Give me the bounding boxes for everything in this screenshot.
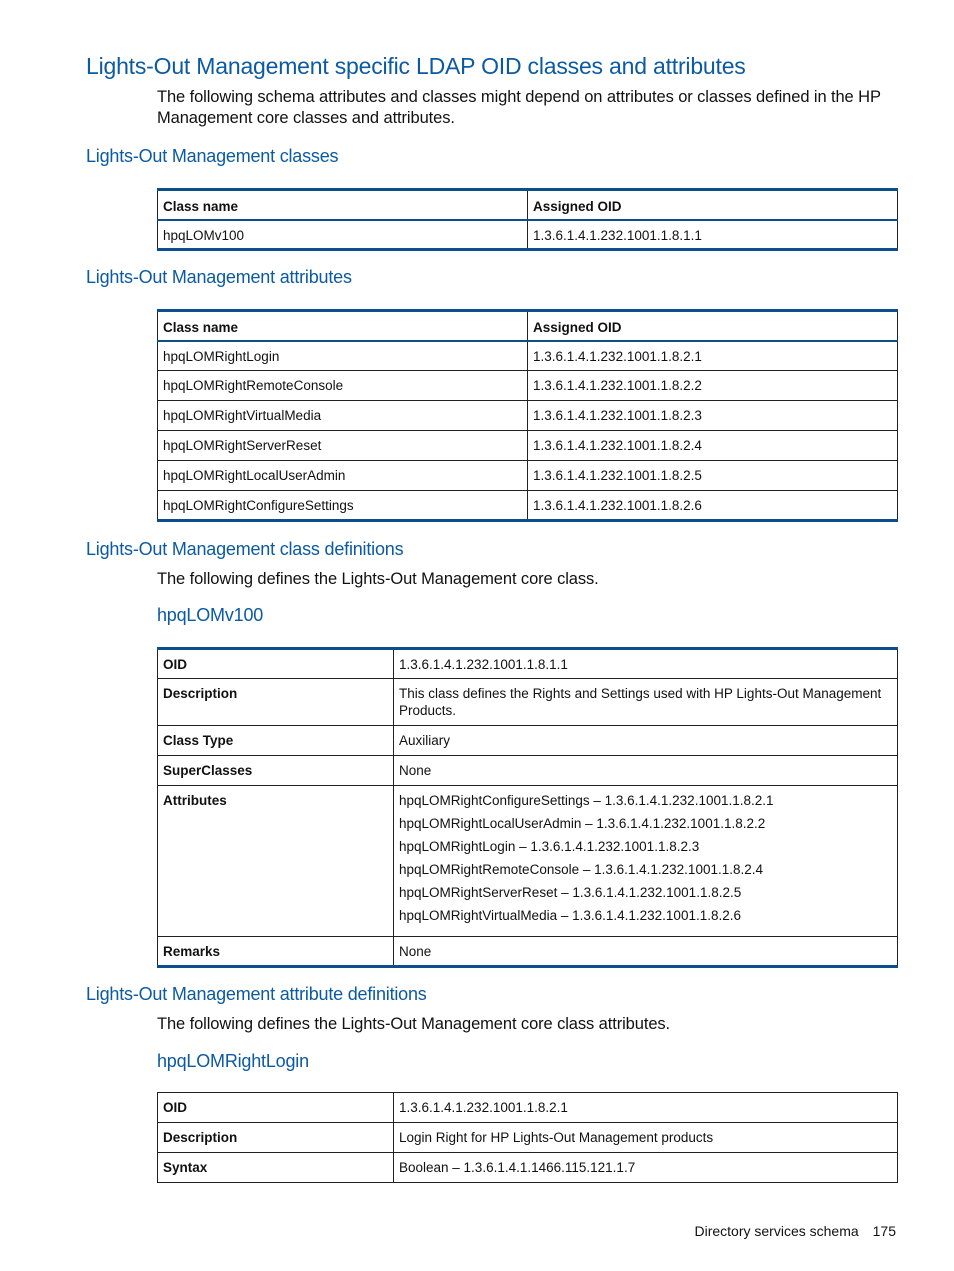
attribute-line: hpqLOMRightRemoteConsole – 1.3.6.1.4.1.232.1001.1.8.2.4 xyxy=(399,862,763,877)
page-number: 175 xyxy=(872,1223,896,1239)
table-row xyxy=(158,431,898,461)
table-cell: 1.3.6.1.4.1.232.1001.1.8.2.2 xyxy=(528,371,898,401)
column-header: Assigned OID xyxy=(528,190,898,220)
row-label: OID xyxy=(158,1093,394,1123)
table-cell: hpqLOMRightVirtualMedia xyxy=(158,401,528,431)
table-row xyxy=(158,726,898,756)
table-row xyxy=(158,491,898,521)
row-label: Remarks xyxy=(158,937,394,967)
row-value xyxy=(394,786,898,937)
row-value: Boolean – 1.3.6.1.4.1.1466.115.121.1.7 xyxy=(394,1153,898,1183)
row-value: Login Right for HP Lights-Out Management products xyxy=(394,1123,898,1153)
row-value: None xyxy=(394,937,898,967)
table-row xyxy=(158,937,898,967)
column-header: Class name xyxy=(158,311,528,341)
attribute-line: hpqLOMRightServerReset – 1.3.6.1.4.1.232.1001.1.8.2.5 xyxy=(399,885,742,900)
table-cell: hpqLOMRightRemoteConsole xyxy=(158,371,528,401)
table-row xyxy=(158,220,898,250)
attributes-table xyxy=(157,309,898,522)
table-cell: 1.3.6.1.4.1.232.1001.1.8.2.4 xyxy=(528,431,898,461)
attribute-line: hpqLOMRightConfigureSettings – 1.3.6.1.4.1.232.1001.1.8.2.1 xyxy=(399,793,774,808)
row-label: SuperClasses xyxy=(158,756,394,786)
table-row xyxy=(158,786,898,937)
table-row xyxy=(158,371,898,401)
classes-heading: Lights-Out Management classes xyxy=(86,146,339,166)
attribute-definition-table xyxy=(157,1092,898,1183)
table-row xyxy=(158,1123,898,1153)
row-value: This class defines the Rights and Settings used with HP Lights-Out Management Products. xyxy=(394,679,898,726)
attribute-line: hpqLOMRightVirtualMedia – 1.3.6.1.4.1.232.1001.1.8.2.6 xyxy=(399,908,741,923)
table-cell: hpqLOMRightServerReset xyxy=(158,431,528,461)
table-cell: hpqLOMv100 xyxy=(158,220,528,250)
classes-table xyxy=(157,188,898,251)
intro-paragraph: The following schema attributes and classes might depend on attributes or classes defined in the HP Management core classes and attributes. xyxy=(157,88,881,127)
column-header: Class name xyxy=(158,190,528,220)
table-row xyxy=(158,679,898,726)
attribute-definitions-heading: Lights-Out Management attribute definitions xyxy=(86,984,427,1004)
attribute-definitions-intro: The following defines the Lights-Out Management core class attributes. xyxy=(157,1015,671,1033)
table-row xyxy=(158,1153,898,1183)
table-row xyxy=(158,756,898,786)
table-cell: 1.3.6.1.4.1.232.1001.1.8.1.1 xyxy=(528,220,898,250)
table-row xyxy=(158,401,898,431)
row-label: Class Type xyxy=(158,726,394,756)
row-label: Description xyxy=(158,1123,394,1153)
page-footer xyxy=(680,1223,896,1239)
attribute-line: hpqLOMRightLocalUserAdmin – 1.3.6.1.4.1.232.1001.1.8.2.2 xyxy=(399,816,766,831)
class-definition-table xyxy=(157,647,898,968)
table-cell: hpqLOMRightLogin xyxy=(158,341,528,371)
row-label: Syntax xyxy=(158,1153,394,1183)
row-value: None xyxy=(394,756,898,786)
table-row xyxy=(158,1093,898,1123)
column-header: Assigned OID xyxy=(528,311,898,341)
table-row xyxy=(158,341,898,371)
table-row xyxy=(158,461,898,491)
footer-section-title: Directory services schema xyxy=(694,1223,859,1239)
class-definitions-intro: The following defines the Lights-Out Management core class. xyxy=(157,570,599,588)
table-cell: 1.3.6.1.4.1.232.1001.1.8.2.5 xyxy=(528,461,898,491)
row-value: 1.3.6.1.4.1.232.1001.1.8.1.1 xyxy=(394,649,898,679)
table-cell: hpqLOMRightConfigureSettings xyxy=(158,491,528,521)
class-definitions-heading: Lights-Out Management class definitions xyxy=(86,539,404,559)
class-subheading: hpqLOMv100 xyxy=(157,605,264,625)
attribute-line: hpqLOMRightLogin – 1.3.6.1.4.1.232.1001.1.8.2.3 xyxy=(399,839,700,854)
row-label: OID xyxy=(158,649,394,679)
table-cell: 1.3.6.1.4.1.232.1001.1.8.2.3 xyxy=(528,401,898,431)
attributes-heading: Lights-Out Management attributes xyxy=(86,267,352,287)
row-label: Description xyxy=(158,679,394,726)
table-cell: 1.3.6.1.4.1.232.1001.1.8.2.6 xyxy=(528,491,898,521)
table-row xyxy=(158,649,898,679)
page-title: Lights-Out Management specific LDAP OID classes and attributes xyxy=(86,53,746,79)
table-cell: hpqLOMRightLocalUserAdmin xyxy=(158,461,528,491)
table-cell: 1.3.6.1.4.1.232.1001.1.8.2.1 xyxy=(528,341,898,371)
row-label: Attributes xyxy=(158,786,394,937)
attribute-subheading: hpqLOMRightLogin xyxy=(157,1051,309,1071)
row-value: 1.3.6.1.4.1.232.1001.1.8.2.1 xyxy=(394,1093,898,1123)
row-value: Auxiliary xyxy=(394,726,898,756)
